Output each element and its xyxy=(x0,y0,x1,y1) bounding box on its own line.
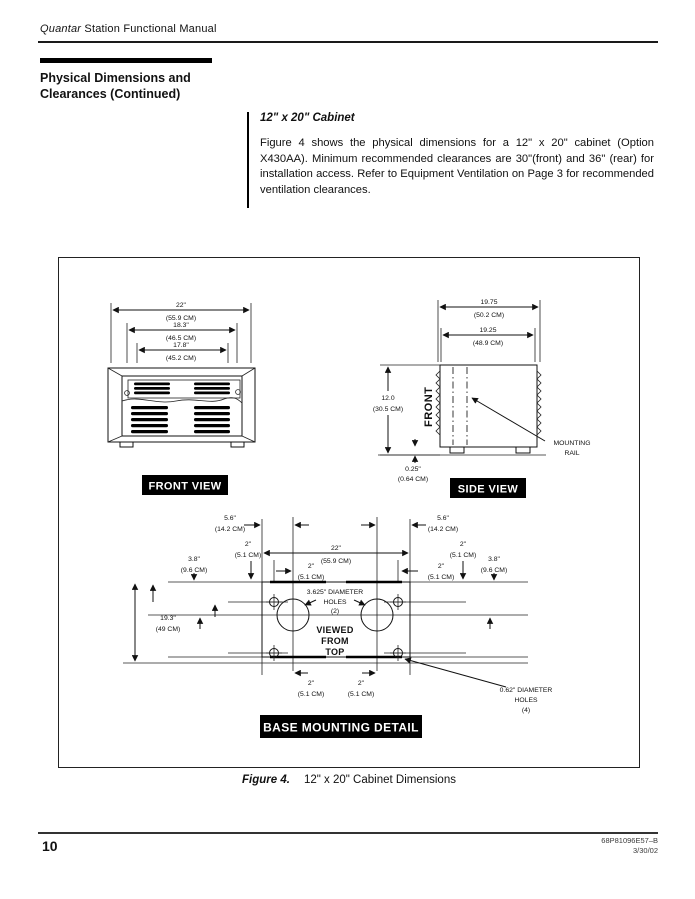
svg-text:(9.6 CM): (9.6 CM) xyxy=(480,567,508,574)
small-holes-callout xyxy=(405,659,552,714)
footer-doc-number: 68P81096E57–B xyxy=(601,836,658,845)
base-dim-38-right xyxy=(481,556,507,580)
svg-text:(5.1 CM): (5.1 CM) xyxy=(427,574,455,581)
figure-caption-number: Figure 4. xyxy=(242,774,290,786)
side-dim-12-cm: (30.5 CM) xyxy=(372,406,404,413)
svg-text:(5.1 CM): (5.1 CM) xyxy=(297,691,325,698)
front-left-foot xyxy=(120,442,133,447)
side-dim-1925-in: 19.25 xyxy=(479,327,497,334)
base-dim-2-bottom-left xyxy=(295,673,324,698)
section-heading-bar xyxy=(40,58,212,63)
footer-doc-block xyxy=(601,836,658,855)
base-mounting-detail-label xyxy=(260,715,422,738)
subsection-title: 12" x 20" Cabinet xyxy=(260,112,355,124)
figure-caption xyxy=(58,774,640,786)
section-heading-line2: Clearances (Continued) xyxy=(40,87,181,101)
side-view-label xyxy=(450,478,526,498)
svg-text:(2): (2) xyxy=(330,608,340,615)
running-header-brand: Quantar xyxy=(40,23,82,35)
svg-text:3.8": 3.8" xyxy=(488,556,500,563)
svg-text:2": 2" xyxy=(357,680,365,687)
front-dim-22-cm: (55.9 CM) xyxy=(165,315,197,322)
svg-text:2": 2" xyxy=(244,541,252,548)
base-dim-193 xyxy=(135,584,215,661)
svg-text:2": 2" xyxy=(459,541,467,548)
side-dim-025-cm: (0.64 CM) xyxy=(397,476,429,483)
svg-text:3.8": 3.8" xyxy=(188,556,200,563)
mounting-rail-left xyxy=(436,371,440,435)
svg-text:TOP: TOP xyxy=(325,647,345,657)
side-view-dimensions xyxy=(438,299,540,362)
section-heading xyxy=(40,70,191,102)
svg-text:5.6": 5.6" xyxy=(224,515,236,522)
svg-text:(5.1 CM): (5.1 CM) xyxy=(347,691,375,698)
side-dim-025-in: 0.25" xyxy=(405,466,421,473)
front-dim-178-cm: (45.2 CM) xyxy=(165,355,197,362)
svg-text:19.3": 19.3" xyxy=(160,615,176,622)
front-dim-178-in: 17.8" xyxy=(173,342,189,349)
front-right-foot xyxy=(231,442,244,447)
viewed-from-top-label xyxy=(316,625,354,657)
svg-text:FROM: FROM xyxy=(321,636,349,646)
body-paragraph: Figure 4 shows the physical dimensions for a 12" x 20" cabinet (Option X430AA). Minimum recommended clearances are 30"(front) and 36" (rear) for installation access. Refer to Equipment Ventilation on Page 3 for recommended ventilation clearances. xyxy=(260,137,654,196)
header-rule xyxy=(38,41,658,43)
footer-rule xyxy=(38,832,658,834)
svg-text:(49 CM): (49 CM) xyxy=(155,626,181,633)
svg-text:2": 2" xyxy=(307,563,315,570)
front-dim-183-cm: (46.5 CM) xyxy=(165,335,197,342)
figure-caption-text: 12" x 20" Cabinet Dimensions xyxy=(303,774,456,786)
svg-text:FRONT VIEW: FRONT VIEW xyxy=(148,480,222,493)
base-dim-38-left xyxy=(181,556,207,580)
svg-text:SIDE VIEW: SIDE VIEW xyxy=(457,483,519,496)
page-number: 10 xyxy=(42,838,58,854)
svg-text:(5.1 CM): (5.1 CM) xyxy=(234,552,262,559)
side-dim-1975-cm: (50.2 CM) xyxy=(473,312,505,319)
front-view-label xyxy=(142,475,228,495)
mounting-rail-text-2: RAIL xyxy=(564,450,580,457)
side-dim-1925-cm: (48.9 CM) xyxy=(472,340,504,347)
svg-text:(4): (4) xyxy=(521,707,531,714)
content-vertical-rule xyxy=(247,112,249,208)
svg-text:VIEWED: VIEWED xyxy=(316,625,354,635)
base-dim-2-inner-left xyxy=(276,563,324,581)
svg-text:(5.1 CM): (5.1 CM) xyxy=(297,574,325,581)
svg-text:(14.2 CM): (14.2 CM) xyxy=(214,526,246,533)
base-dim-2-outer-left xyxy=(235,541,261,579)
base-dim-2-bottom-right xyxy=(348,673,375,698)
front-view-dimensions xyxy=(111,302,251,363)
svg-text:HOLES: HOLES xyxy=(514,697,538,704)
front-dim-183-in: 18.3" xyxy=(173,322,189,329)
svg-text:5.6": 5.6" xyxy=(437,515,449,522)
mounting-rail-right xyxy=(537,371,541,435)
mounting-rail-callout xyxy=(472,398,591,457)
front-left-screw xyxy=(125,391,130,396)
base-dim-56-right xyxy=(361,515,458,533)
front-dim-22-in: 22" xyxy=(176,302,186,309)
side-right-foot xyxy=(516,447,530,453)
svg-text:2": 2" xyxy=(307,680,315,687)
figure-4-drawing xyxy=(58,257,640,768)
mounting-rail-text-1: MOUNTING xyxy=(553,440,591,447)
side-left-foot xyxy=(450,447,464,453)
side-dim-12-in: 12.0 xyxy=(381,395,395,402)
svg-text:(5.1 CM): (5.1 CM) xyxy=(449,552,477,559)
svg-text:2": 2" xyxy=(437,563,445,570)
svg-text:0.62" DIAMETER: 0.62" DIAMETER xyxy=(499,687,553,694)
svg-text:(14.2 CM): (14.2 CM) xyxy=(427,526,459,533)
large-holes-callout xyxy=(305,589,365,615)
svg-text:3.625" DIAMETER: 3.625" DIAMETER xyxy=(306,589,364,596)
svg-text:22": 22" xyxy=(331,545,341,552)
svg-text:BASE MOUNTING DETAIL: BASE MOUNTING DETAIL xyxy=(263,720,419,735)
section-heading-line1: Physical Dimensions and xyxy=(40,71,191,85)
front-view-cabinet xyxy=(108,368,255,447)
running-header-title: Station Functional Manual xyxy=(81,23,217,35)
side-view-base-dim xyxy=(398,439,428,483)
base-dim-22 xyxy=(264,545,408,565)
front-wavy-break-line xyxy=(122,398,242,403)
side-front-label: FRONT xyxy=(423,386,435,427)
svg-text:(9.6 CM): (9.6 CM) xyxy=(180,567,208,574)
running-header xyxy=(40,23,217,35)
svg-text:(55.9 CM): (55.9 CM) xyxy=(320,558,352,565)
footer-date: 3/30/02 xyxy=(632,845,658,855)
svg-text:HOLES: HOLES xyxy=(323,599,347,606)
side-dim-1975-in: 19.75 xyxy=(480,299,498,306)
